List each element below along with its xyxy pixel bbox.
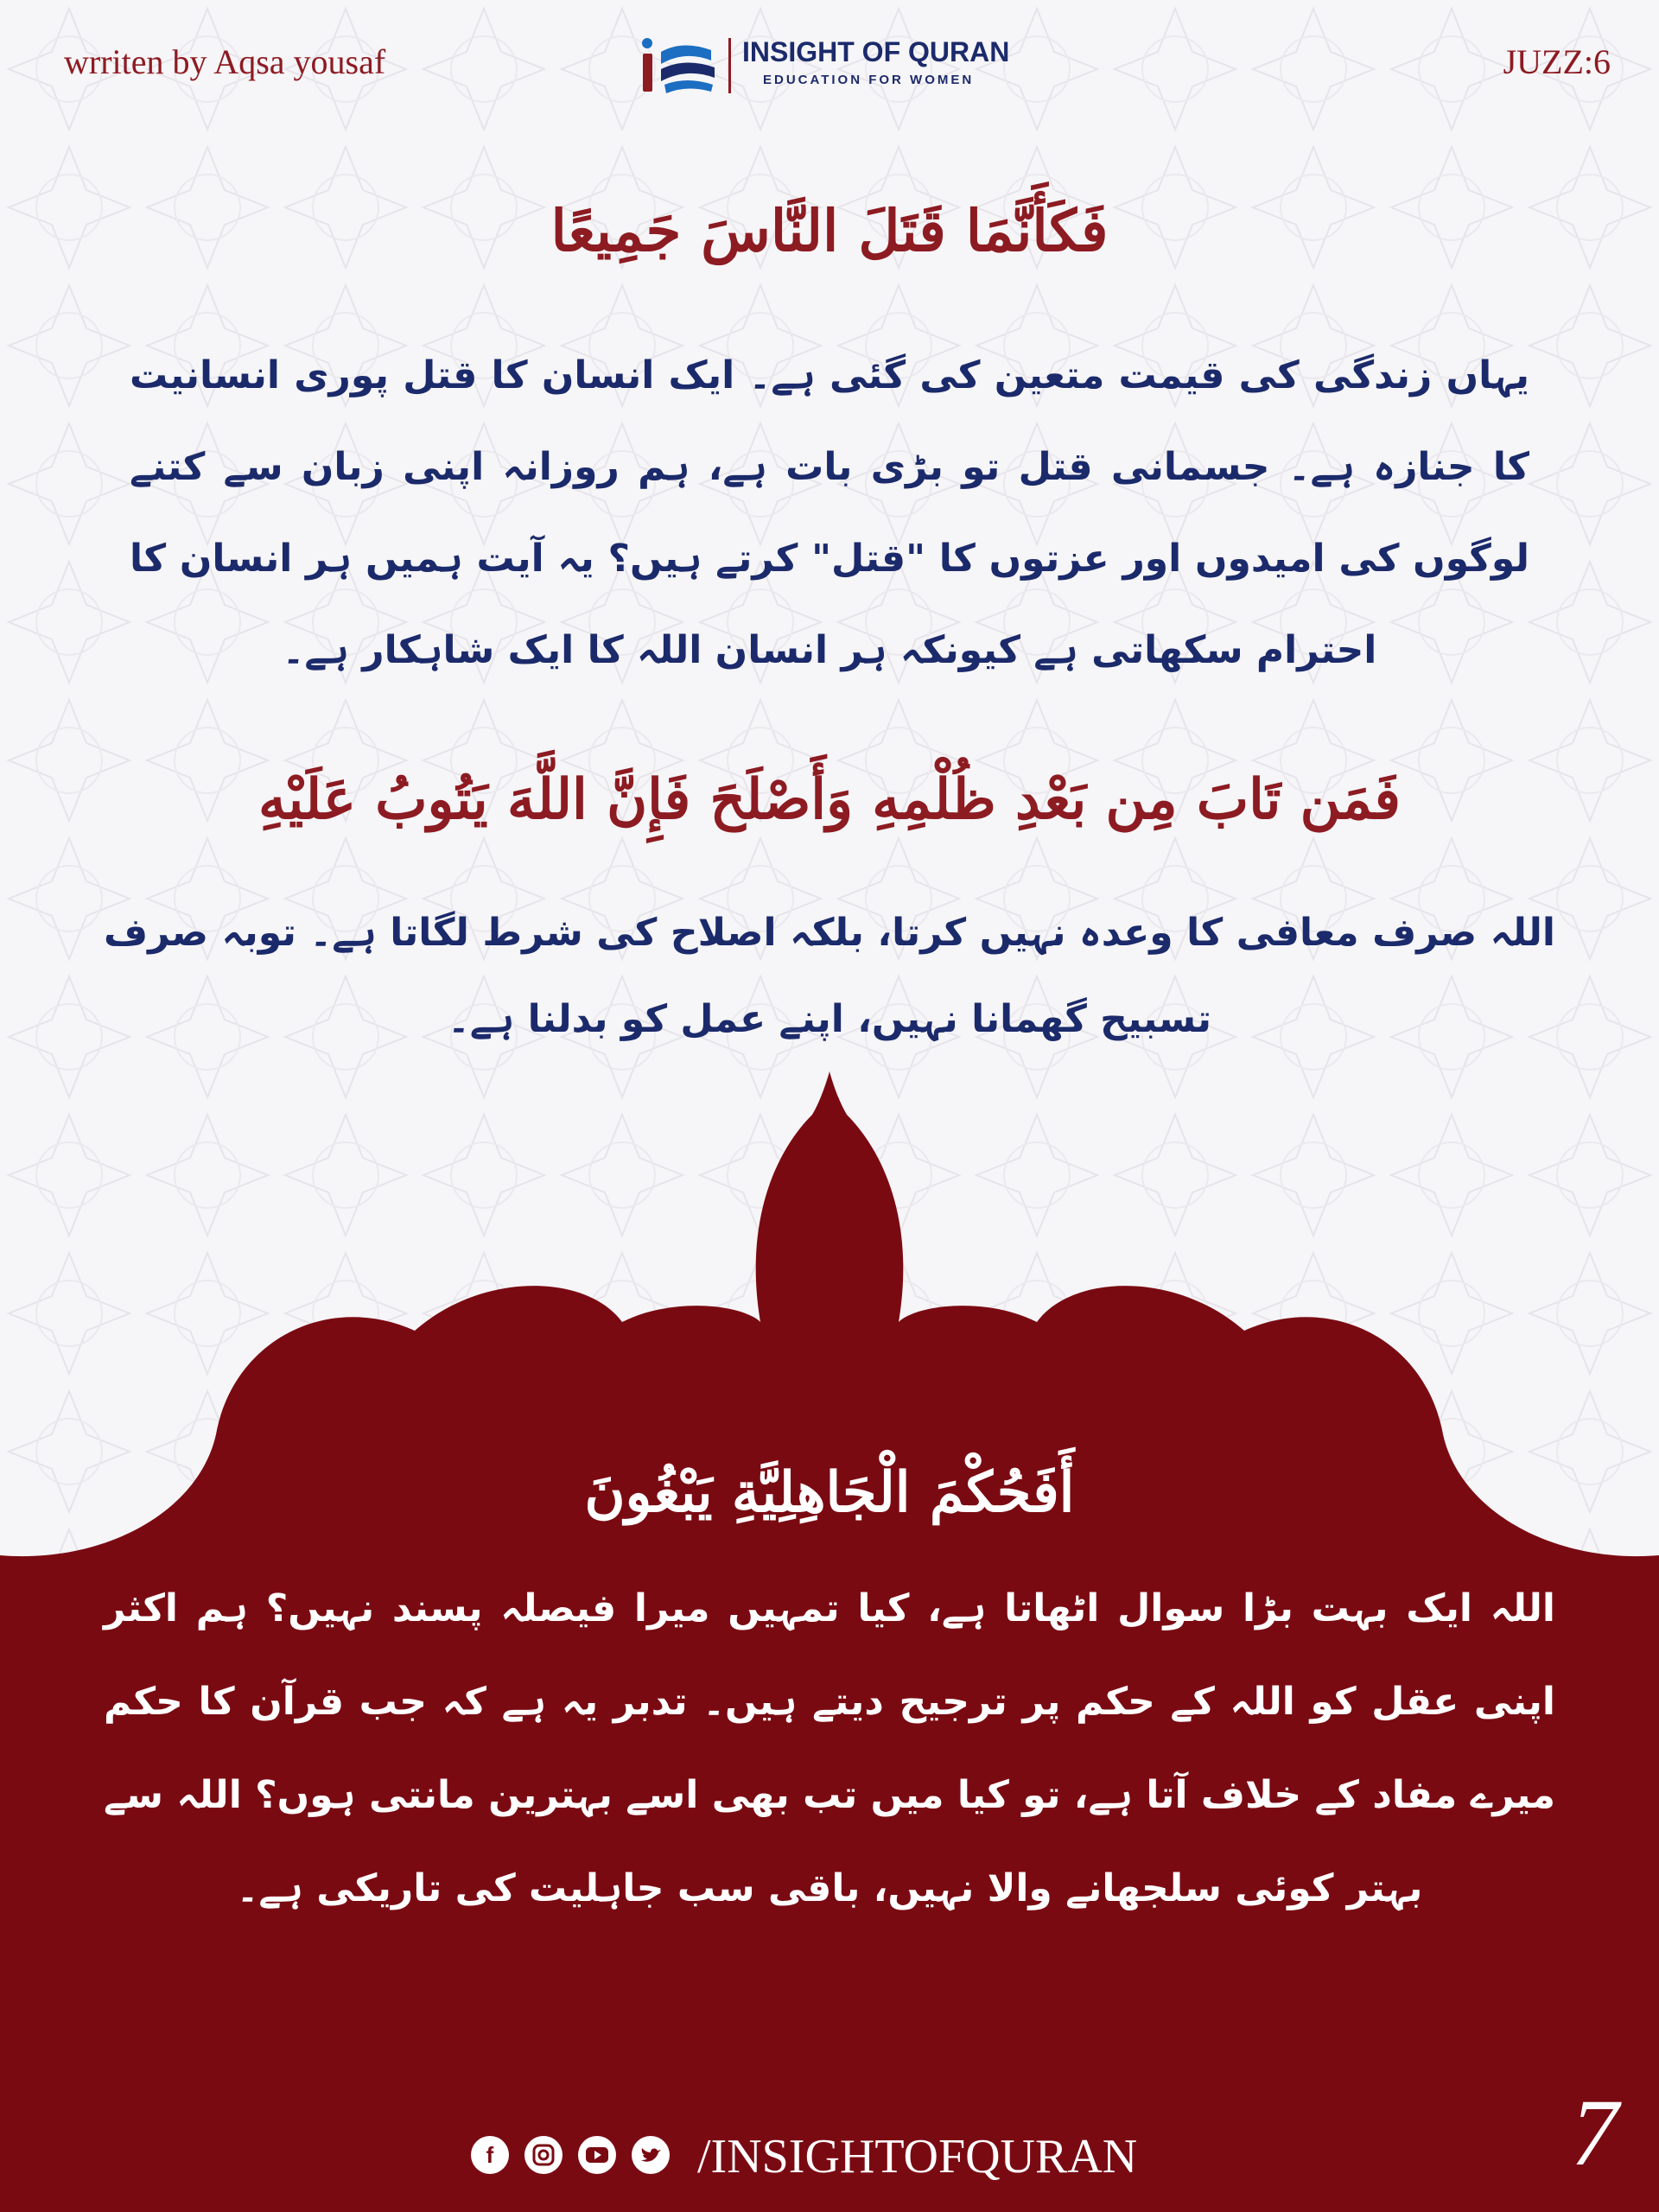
logo-icon xyxy=(635,31,721,100)
juzz-label: JUZZ:6 xyxy=(1503,42,1611,81)
logo-subtitle: EDUCATION FOR WOMEN xyxy=(763,73,975,87)
facebook-icon[interactable]: f xyxy=(471,2136,509,2174)
logo-divider xyxy=(728,38,731,93)
verse-heading-3: أَفَحُكْمَ الْجَاهِلِيَّةِ يَبْغُونَ xyxy=(584,1460,1075,1525)
verse-heading-2: فَمَن تَابَ مِن بَعْدِ ظُلْمِهِ وَأَصْلَحَ فَإِنَّ اللَّهَ يَتُوبُ عَلَيْهِ xyxy=(258,767,1401,832)
urdu-paragraph-1: یہاں زندگی کی قیمت متعین کی گئی ہے۔ ایک انسان کا قتل پوری انسانیت کا جنازہ ہے۔ جسمانی قتل تو بڑی بات ہے، ہم روزانہ اپنی زبان سے کتنے لوگوں کی امیدوں اور عزتوں کا "قتل" کرتے ہیں؟ یہ آیت ہمیں ہر انسان کا احترام سکھاتی ہے کیونکہ ہر انسان اللہ کا ایک شاہکار ہے۔ xyxy=(130,353,1529,672)
verse-heading-1: فَكَأَنَّمَا قَتَلَ النَّاسَ جَمِيعًا xyxy=(550,197,1109,264)
urdu-paragraph-3: اللہ ایک بہت بڑا سوال اٹھاتا ہے، کیا تمہیں میرا فیصلہ پسند نہیں؟ ہم اکثر اپنی عقل کو اللہ کے حکم پر ترجیح دیتے ہیں۔ تدبر یہ ہے کہ جب قرآن کا حکم میرے مفاد کے خلاف آتا ہے، تو کیا میں تب بھی اسے بہترین مانتی ہوں؟ اللہ سے بہتر کوئی سلجھانے والا نہیں، باقی سب جاہلیت کی تاریکی ہے۔ xyxy=(104,1586,1555,1910)
page-number: 7 xyxy=(1571,2080,1618,2185)
brand-logo xyxy=(635,31,1033,100)
author-credit: wrriten by Aqsa yousaf xyxy=(64,42,386,81)
social-bar xyxy=(471,2130,1197,2183)
twitter-icon[interactable] xyxy=(632,2136,670,2174)
instagram-icon[interactable] xyxy=(524,2136,563,2174)
social-handle[interactable]: /INSIGHTOFQURAN xyxy=(697,2130,1138,2183)
urdu-paragraph-2: اللہ صرف معافی کا وعدہ نہیں کرتا، بلکہ اصلاح کی شرط لگاتا ہے۔ توبہ صرف تسبیح گھمانا نہیں، اپنے عمل کو بدلنا ہے۔ xyxy=(104,911,1555,1041)
logo-title: INSIGHT OF QURAN xyxy=(742,36,1010,67)
youtube-icon[interactable] xyxy=(578,2136,616,2174)
